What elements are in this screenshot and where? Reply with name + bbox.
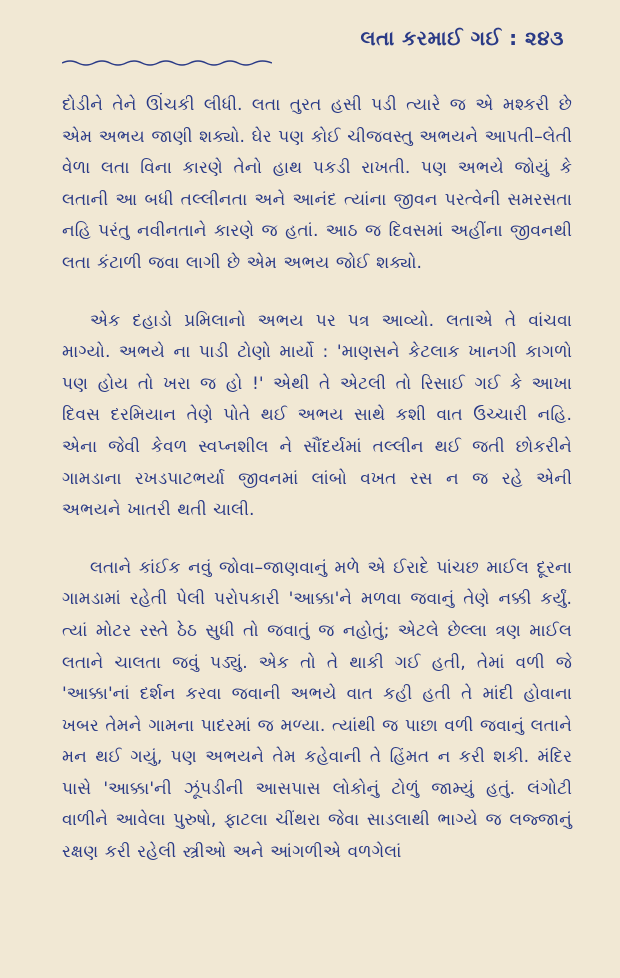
paragraph-1: દોડીને તેને ઊંચકી લીધી. લતા તુરત હસી પડી ત્યારે જ એ મશ્કરી છે એમ અભય જાણી શક્યો. ઘેર પણ કોઈ ચીજવસ્તુ અભયને આપતી–લેતી વેળા લતા વિના કારણે તેનો હાથ પકડી રાખતી. પણ અભયે જોયું કે લતાની આ બધી તલ્લીનતા અને આનંદ ત્યાંના જીવન પરત્વેની સમરસતા નહિ પરંતુ નવીનતાને કારણે જ હતાં. આઠ જ દિવસમાં અહીંના જીવનથી લતા કંટાળી જવા લાગી છે એમ અભય જોઈ શક્યો. [62,95,572,273]
body-text [62,90,572,869]
header-rule [62,58,272,68]
paragraph-3: લતાને કાંઈક નવું જોવા–જાણવાનું મળે એ ઈરાદે પાંચછ માઈલ દૂરના ગામડામાં રહેતી પેલી પરોપકારી 'આક્કા'ને મળવા જવાનું તેણે નક્કી કર્યું. ત્યાં મોટર રસ્તે ઠેઠ સુધી તો જવાતું જ નહોતું; એટલે છેલ્લા ત્રણ માઈલ લતાને ચાલતા જવું પડ્યું. એક તો તે થાકી ગઈ હતી, તેમાં વળી જે 'આક્કા'નાં દર્શન કરવા જવાની અભયે વાત કહી હતી તે માંદી હોવાના ખબર તેમને ગામના પાદરમાં જ મળ્યા. ત્યાંથી જ પાછા વળી જવાનું લતાને મન થઈ ગયું, પણ અભયને તેમ કહેવાની તે હિંમત ન કરી શકી. મંદિર પાસે 'આક્કા'ની ઝૂંપડીની આસપાસ લોકોનું ટોળું જામ્યું હતું. લંગોટી વાળીને આવેલા પુરુષો, ફાટલા ચીંથરા જેવા સાડલાથી ભાગ્યે જ લજ્જાનું રક્ષણ કરી રહેલી સ્ત્રીઓ અને આંગળીએ વળગેલાં [62,557,572,863]
page-header [62,26,572,50]
paragraph-2: એક દહાડો પ્રમિલાનો અભય પર પત્ર આવ્યો. લતાએ તે વાંચવા માગ્યો. અભયે ના પાડી ટોણો માર્યો : 'માણસને કેટલાક ખાનગી કાગળો પણ હોય તો ખરા જ હો !' એથી તે એટલી તો રિસાઈ ગઈ કે આખા દિવસ દરમિયાન તેણે પોતે થઈ અભય સાથે કશી વાત ઉચ્ચારી નહિ. એના જેવી કેવળ સ્વપ્નશીલ ને સૌંદર્યમાં તલ્લીન થઈ જતી છોકરીને ગામડાના રખડપાટભર્યા જીવનમાં લાંબો વખત રસ ન જ રહે એની અભયને ખાતરી થતી ચાલી. [62,310,572,521]
running-head: લતા કરમાઈ ગઈ : ૨૪૩ [360,26,564,50]
